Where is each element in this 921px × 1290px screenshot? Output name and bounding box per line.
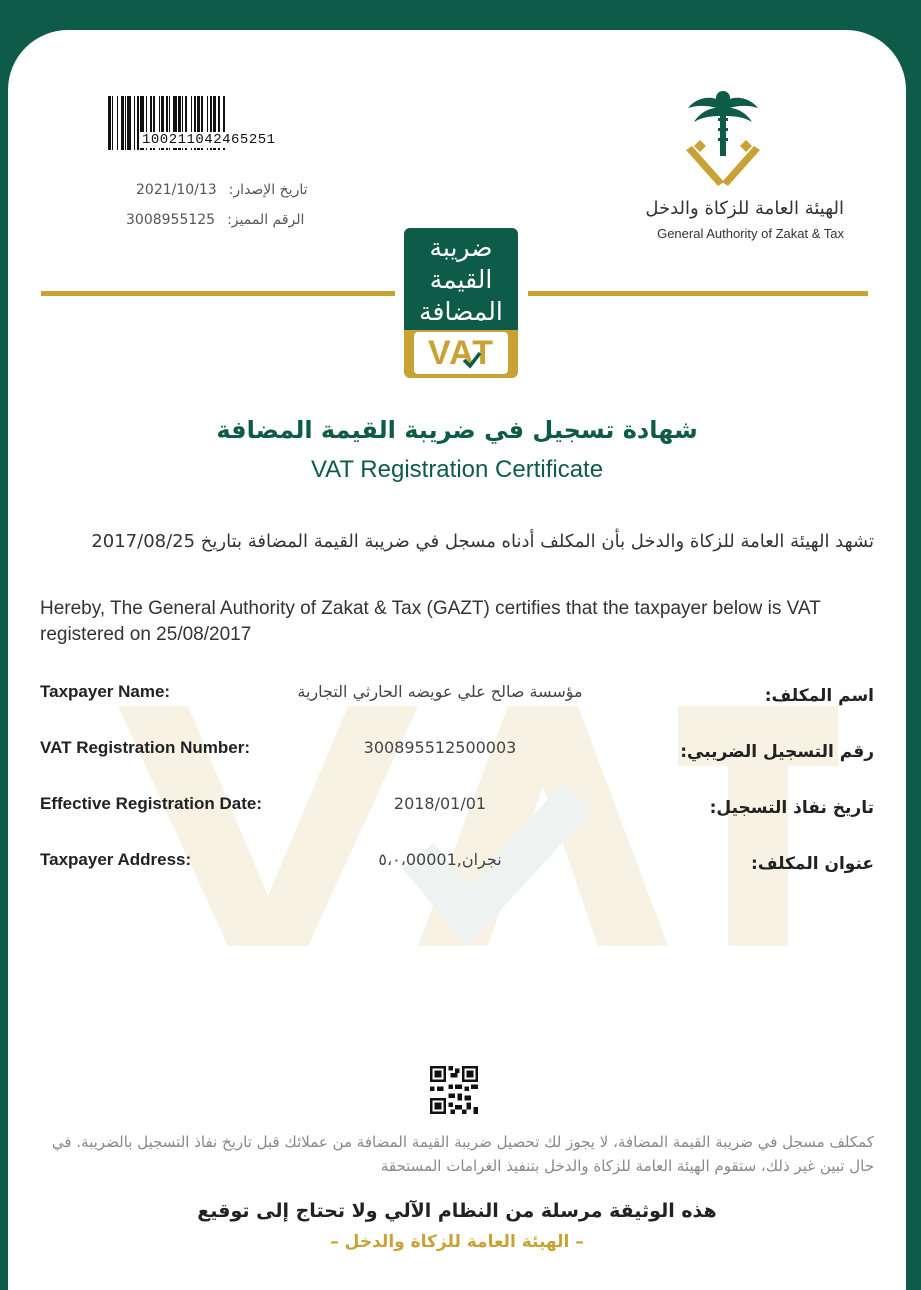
barcode-number: 100211042465251: [142, 132, 276, 148]
issue-date-label: تاريخ الإصدار:: [228, 182, 308, 198]
field-value: 2018/01/01: [393, 794, 487, 813]
field-effective-date: [40, 794, 874, 824]
field-label-ar: رقم التسجيل الضريبي:: [680, 742, 874, 762]
qr-code-icon[interactable]: [430, 1066, 478, 1114]
issue-date-value: 2021/10/13: [136, 182, 217, 198]
field-label-en: Taxpayer Name:: [40, 682, 171, 701]
authority-name-english: General Authority of Zakat & Tax: [657, 226, 844, 241]
field-value: نجران,٥،٠،00001: [378, 850, 502, 869]
field-value: مؤسسة صالح علي عويضه الحارثي التجارية: [297, 682, 583, 701]
unique-number-label: الرقم المميز:: [227, 212, 305, 228]
unique-number-value: 3008955125: [126, 212, 216, 228]
certificate-sheet: [8, 30, 906, 1290]
field-label-en: VAT Registration Number:: [40, 738, 250, 757]
title-english: VAT Registration Certificate: [310, 456, 604, 483]
field-taxpayer-address: [40, 850, 874, 880]
unique-number-row: [126, 212, 304, 228]
title-arabic: شهادة تسجيل في ضريبة القيمة المضافة: [216, 416, 698, 444]
footer-authority: – الهيئة العامة للزكاة والدخل –: [330, 1232, 584, 1252]
field-vat-number: [40, 738, 874, 768]
field-label-ar: اسم المكلف:: [764, 686, 874, 706]
notice-text: كمكلف مسجل في ضريبة القيمة المضافة، لا يجوز لك تحصيل ضريبة القيمة المضافة من عملائك قبل تاريخ نفاذ التسجيل بالضريبة. في حال تبين غير ذلك، ستقوم الهيئة العامة للزكاة والدخل بتنفيذ الغرامات المستحقة: [51, 1133, 874, 1175]
field-taxpayer-name: [40, 682, 874, 712]
vat-badge-word: VAT: [414, 332, 508, 374]
vat-badge: [404, 228, 518, 378]
divider-right: [528, 291, 868, 296]
field-label-ar: عنوان المكلف:: [751, 854, 874, 874]
palm-tree-swords-logo-icon: [680, 88, 766, 188]
footer-auto-generated: هذه الوثيقة مرسلة من النظام الآلي ولا تحتاج إلى توقيع: [197, 1200, 717, 1222]
vat-badge-arabic: [404, 228, 518, 334]
authority-name-arabic: الهيئة العامة للزكاة والدخل: [645, 198, 844, 219]
field-value: 300895512500003: [363, 738, 517, 757]
badge-line-3: المضافة: [419, 297, 503, 326]
checkmark-icon: [462, 350, 482, 370]
badge-line-2: القيمة: [429, 265, 493, 294]
divider-left: [41, 291, 395, 296]
badge-line-1: ضريبة: [429, 233, 493, 262]
issue-date-row: [136, 182, 308, 198]
statement-english: Hereby, The General Authority of Zakat & Tax (GAZT) certifies that the taxpayer below is VAT registered on 25/08/2017: [40, 598, 821, 645]
field-label-en: Effective Registration Date:: [40, 794, 262, 813]
statement-arabic: تشهد الهيئة العامة للزكاة والدخل بأن المكلف أدناه مسجل في ضريبة القيمة المضافة بتاريخ 2017/08/25: [91, 531, 874, 552]
field-label-en: Taxpayer Address:: [40, 850, 192, 869]
field-label-ar: تاريخ نفاذ التسجيل:: [709, 798, 874, 818]
